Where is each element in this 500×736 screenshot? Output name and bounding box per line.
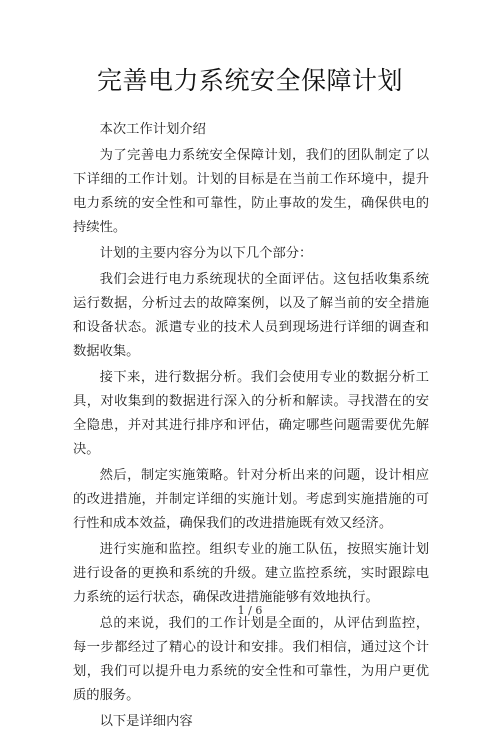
document-title: 完善电力系统安全保障计划 — [96, 66, 403, 95]
page-number: 1 / 6 — [237, 604, 263, 617]
paragraph-contents-intro: 计划的主要内容分为以下几个部分： — [99, 246, 313, 261]
paragraph-assessment: 我们会进行电力系统现状的全面评估。这包括收集系统运行数据，分析过去的故障案例，以及了解当前的安全措施和设备状态。派遣专业的技术人员到现场进行详细的调查和数据收集。 — [73, 272, 429, 359]
paragraph-strategy: 然后，制定实施策略。针对分析出来的问题，设计相应的改进措施，并制定详细的实施计划。考虑到实施措施的可行性和成本效益，确保我们的改进措施既有效又经济。 — [73, 468, 429, 531]
paragraph-summary: 总的来说，我们的工作计划是全面的，从评估到监控，每一步都经过了精心的设计和安排。我们相信，通过这个计划，我们可以提升电力系统的安全性和可靠性，为用户更优质的服务。 — [73, 616, 429, 703]
paragraph-implementation: 进行实施和监控。组织专业的施工队伍，按照实施计划进行设备的更换和系统的升级。建立监控系统，实时跟踪电力系统的运行状态，确保改进措施能够有效地执行。 — [73, 542, 429, 605]
paragraph-details-heading: 以下是详细内容 — [99, 714, 193, 729]
document-body — [73, 118, 429, 736]
paragraph-intro-heading: 本次工作计划介绍 — [99, 122, 206, 137]
paragraph-purpose: 为了完善电力系统安全保障计划，我们的团队制定了以下详细的工作计划。计划的目标是在当前工作环境中，提升电力系统的安全性和可靠性，防止事故的发生，确保供电的持续性。 — [73, 148, 429, 235]
paragraph-analysis: 接下来，进行数据分析。我们会使用专业的数据分析工具，对收集到的数据进行深入的分析和解读。寻找潜在的安全隐患，并对其进行排序和评估，确定哪些问题需要优先解决。 — [73, 370, 429, 457]
